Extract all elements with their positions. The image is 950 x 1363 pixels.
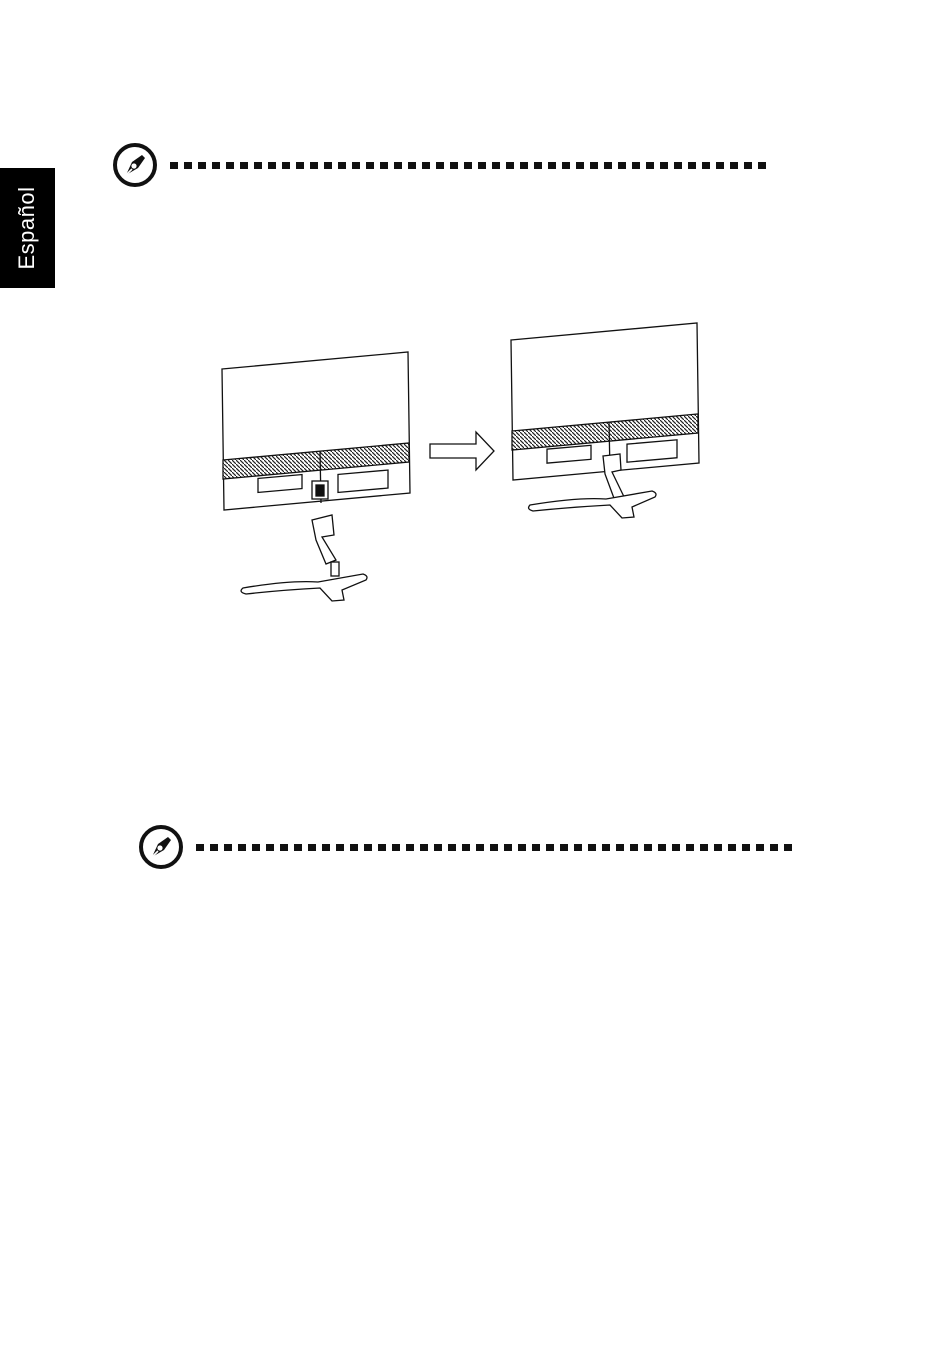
language-tab-label: Español xyxy=(14,186,39,270)
stand-neck xyxy=(312,515,339,576)
arrow-right-icon xyxy=(430,432,494,470)
stand-base-left xyxy=(241,574,367,601)
monitor-rear-view-left xyxy=(222,352,410,510)
